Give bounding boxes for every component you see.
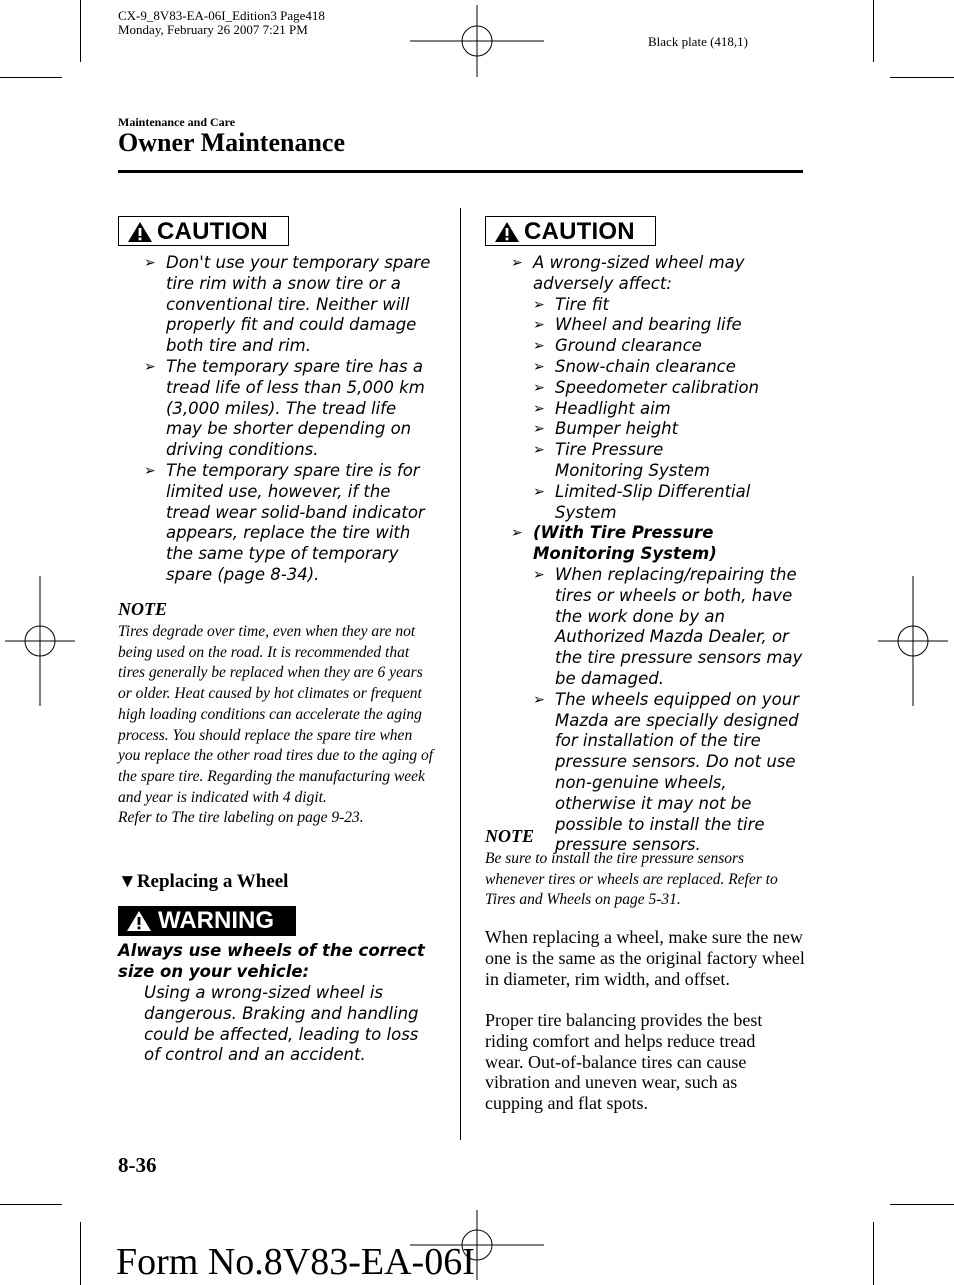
note-reference: Refer to The tire labeling on page 9-23. — [118, 809, 364, 827]
registration-mark-right — [878, 576, 948, 706]
note-title-right: NOTE — [485, 826, 534, 846]
note-title-left: NOTE — [118, 599, 167, 619]
sub-list-item: ➢ When replacing/repairing the tires or wheels or both, have the work done by an Authorized Mazda Dealer, or the tire pressure sensors may be damaged. — [533, 565, 811, 690]
sub-list-item: ➢ Speedometer calibration — [533, 378, 811, 399]
caution-box-right — [485, 216, 656, 246]
note-body-left — [118, 622, 434, 829]
sub-list — [533, 295, 811, 524]
paragraph-tire-balancing: Proper tire balancing provides the best riding comfort and helps reduce tread wear. Out-of-balance tires can cause vibration and uneven wear, such as cupping and flat spots. — [485, 1010, 763, 1114]
sub-list-item: ➢ Bumper height — [533, 419, 811, 440]
section-label: Maintenance and Care — [118, 115, 236, 129]
subheading-marker-icon: ▼ — [118, 871, 137, 892]
note-body-right: Be sure to install the tire pressure sensors whenever tires or wheels are replaced. Refer to Tires and Wheels on page 5-31. — [485, 850, 778, 909]
form-number: Form No.8V83-EA-06I — [116, 1241, 475, 1283]
registration-mark-top — [410, 5, 544, 77]
warning-box — [118, 906, 296, 936]
paragraph-wheel-size: When replacing a wheel, make sure the new one is the same as the original factory wheel in diameter, rim width, and offset. — [485, 927, 805, 989]
sub-list-item: ➢ Tire fit — [533, 295, 811, 316]
print-plate: Black plate (418,1) — [648, 34, 748, 49]
caution-item: ➢ The temporary spare tire has a tread life of less than 5,000 km (3,000 miles). The tread life may be shorter depending on driving conditions. — [144, 357, 434, 461]
warning-triangle-icon — [494, 221, 520, 243]
caution-item-lead: ➢ (With Tire Pressure Monitoring System) — [533, 523, 717, 564]
caution-label: CAUTION — [524, 218, 635, 245]
subheading-text: Replacing a Wheel — [136, 871, 289, 892]
sub-list-item: ➢ Wheel and bearing life — [533, 315, 811, 336]
sub-list-item: ➢ Limited-Slip Differential System — [533, 482, 811, 524]
warning-triangle-icon — [126, 910, 152, 932]
warning-lead: Always use wheels of the correct size on your vehicle: — [118, 941, 425, 981]
caution-label: CAUTION — [157, 218, 268, 245]
caution-item: ➢ Don't use your temporary spare tire rim with a snow tire or a conventional tire. Neither will properly fit and could damage both tire and rim. — [144, 253, 434, 357]
caution-item-lead: ➢ A wrong-sized wheel may adversely affect: — [533, 253, 745, 293]
title-rule — [118, 170, 803, 173]
sub-list-item: ➢ Tire Pressure Monitoring System — [533, 440, 755, 482]
sub-list-item: ➢ The wheels equipped on your Mazda are specially designed for installation of the tire pressure sensors. Do not use non-genuine wheels, otherwise it may not be possible to install the tire pressure sensors. — [533, 690, 811, 856]
caution-list-left — [144, 253, 434, 586]
registration-mark-left — [5, 576, 75, 706]
sub-list-item: ➢ Snow-chain clearance — [533, 357, 811, 378]
subheading-replacing-wheel — [118, 871, 288, 893]
sub-list-item: ➢ Headlight aim — [533, 399, 811, 420]
sub-list-item: ➢ Ground clearance — [533, 336, 811, 357]
print-file-line: CX-9_8V83-EA-06I_Edition3 Page418 — [118, 8, 325, 23]
caution-box-left — [118, 216, 289, 246]
caution-list-right — [511, 253, 811, 856]
page-title: Owner Maintenance — [118, 128, 345, 157]
warning-label: WARNING — [158, 907, 274, 934]
note-text: Tires degrade over time, even when they are not being used on the road. It is recommended that tires generally be replaced when they are 6 years or older. Heat caused by hot climates or frequent high loading conditions can accelerate the aging process. You should replace the spare tire when you replace the other road tires due to the aging of the spare tire. Regarding the manufacturing week and year is indicated with 4 digit. — [118, 623, 434, 806]
sub-list — [533, 565, 811, 856]
caution-item: ➢ The temporary spare tire is for limited use, however, if the tread wear solid-band indicator appears, replace the tire with the same type of temporary spare (page 8-34). — [144, 461, 434, 586]
caution-item — [511, 253, 811, 523]
warning-triangle-icon — [127, 221, 153, 243]
page-number: 8-36 — [118, 1153, 157, 1177]
caution-item — [511, 523, 811, 856]
warning-body: Using a wrong-sized wheel is dangerous. Braking and handling could be affected, leading to loss of control and an accident. — [144, 983, 419, 1065]
column-divider — [460, 208, 461, 1140]
print-date-line: Monday, February 26 2007 7:21 PM — [118, 22, 308, 37]
